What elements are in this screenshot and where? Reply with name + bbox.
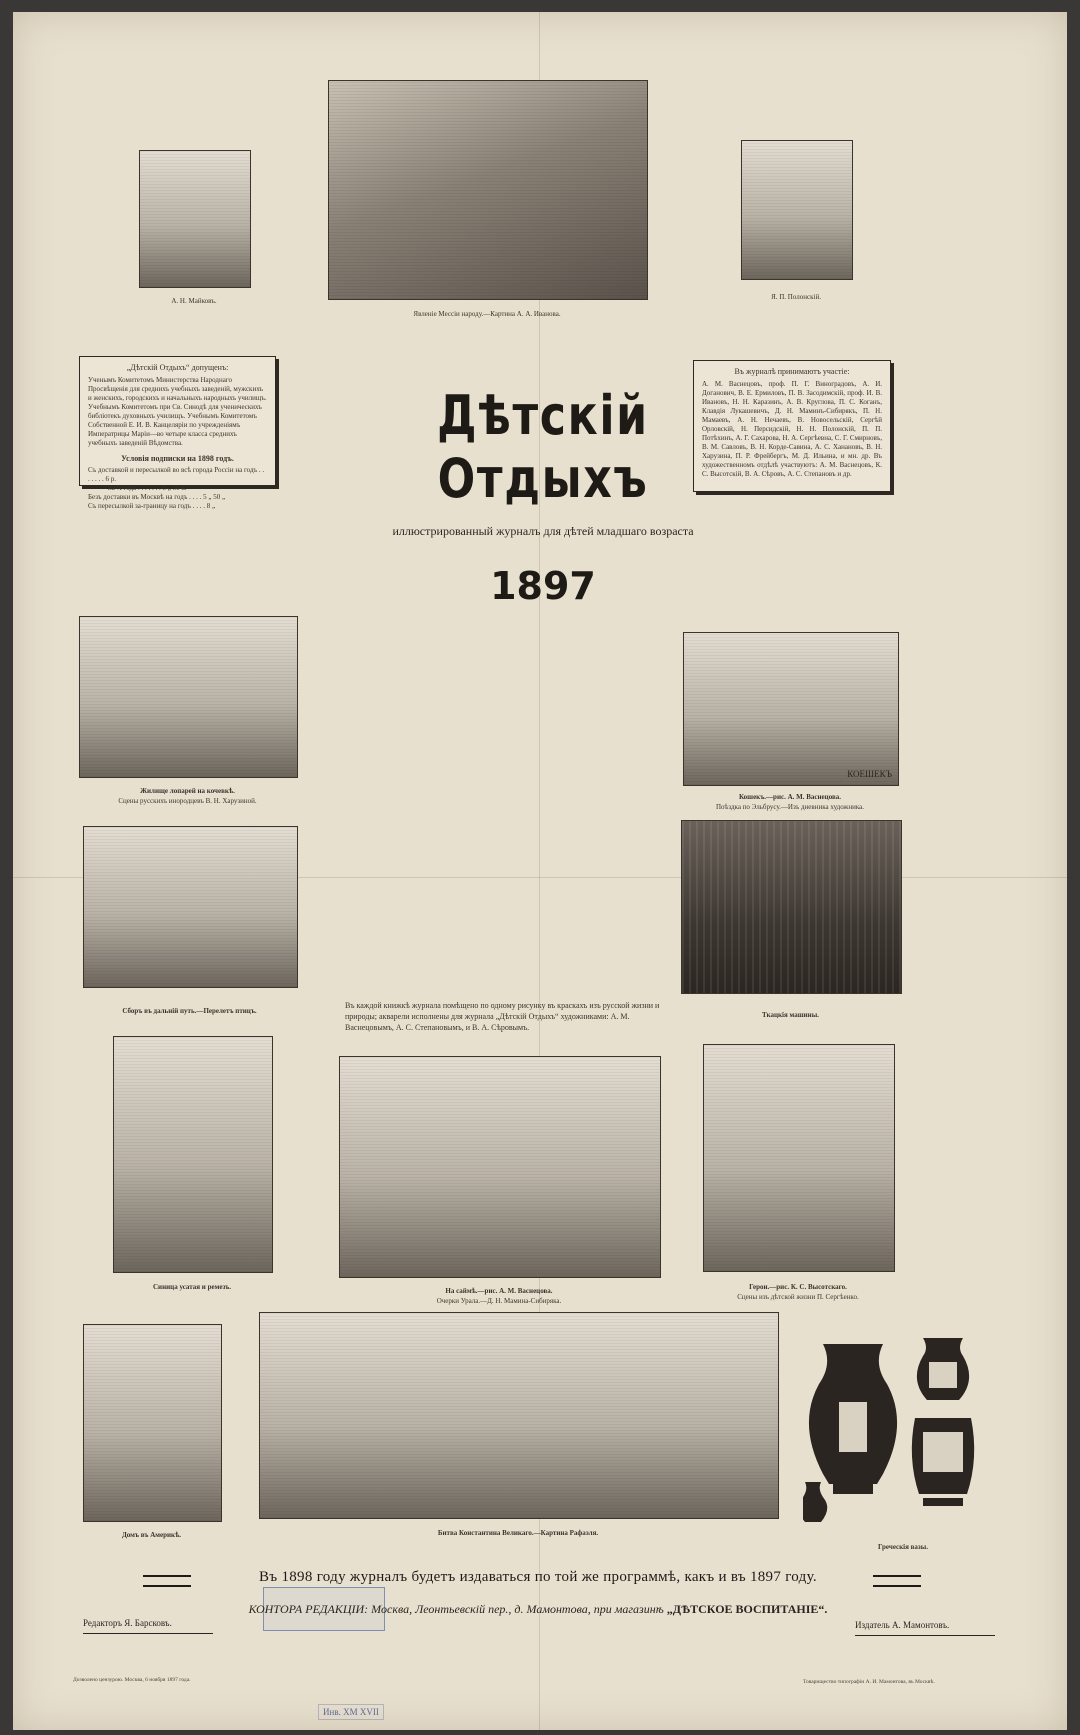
illustration-american-house <box>83 1324 222 1522</box>
caption-title: Синица усатая и ремезъ. <box>153 1283 231 1291</box>
portrait-left-caption: А. Н. Майковъ. <box>171 297 217 305</box>
censor-note: Дозволено цензурою. Москва, 6 ноября 1897 года. <box>73 1677 191 1683</box>
caption-sub: Очерки Урала.—Д. Н. Мамина-Сибиряка. <box>436 1297 562 1305</box>
caption-titmouse <box>103 1282 281 1292</box>
illustration-titmouse <box>113 1036 273 1273</box>
caption-sub: Поѣздка по Эльбрусу.—Изъ дневника художника. <box>715 803 865 811</box>
journal-subtitle: иллюстрированный журналъ для дѣтей младшаго возраста <box>392 524 694 538</box>
caption-sub: Сцены русскихъ инородцевъ В. Н. Харузиной. <box>118 797 257 805</box>
subscription-row: Безъ доставки въ Москвѣ на годъ . . . . 5 „ 50 „ <box>88 493 226 501</box>
admission-box <box>79 356 276 510</box>
painting-messiah <box>328 80 648 300</box>
contributors-heading: Въ журналѣ принимаютъ участіе: <box>734 367 850 376</box>
caption-title: Сборъ въ дальній путь.—Перелетъ птицъ. <box>122 1007 257 1015</box>
painting-messiah-caption: Явленіе Мессіи народу.—Картина А. А. Иванова. <box>413 310 561 318</box>
caption-battle-constantine <box>259 1528 777 1538</box>
caption-elbrus <box>683 792 897 812</box>
subscription-heading: Условія подписки на 1898 годъ. <box>121 454 234 463</box>
office-label: КОНТОРА РЕДАКЦІИ: <box>248 1602 369 1616</box>
caption-lake <box>339 1286 659 1306</box>
shelfmark-label: Инв. XM XVII <box>318 1704 384 1720</box>
illustration-birds-migration <box>83 826 298 988</box>
caption-greek-vases <box>803 1542 1003 1552</box>
caption-title: Жилище лопарей на кочевкѣ. <box>140 787 235 795</box>
journal-year: 1897 <box>490 564 596 608</box>
office-address: Москва, Леонтьевскій пер., д. Мамонтова, при магазинѣ <box>371 1602 664 1616</box>
caption-title: Домъ въ Америкѣ. <box>121 1531 182 1539</box>
publisher-name: Издатель А. Мамонтовъ. <box>855 1620 950 1630</box>
caption-title: Греческія вазы. <box>878 1543 928 1551</box>
announcement: Въ 1898 году журналъ будетъ издаваться по той же программѣ, какъ и въ 1897 году. <box>259 1569 817 1585</box>
caption-title: Битва Константина Великаго.—Картина Рафаэля. <box>437 1529 599 1537</box>
caption-title: На саймѣ.—рис. А. М. Васнецова. <box>445 1287 553 1295</box>
caption-heroes <box>693 1282 903 1302</box>
publisher-rule <box>855 1635 995 1636</box>
caption-weaving-machines <box>681 1010 900 1020</box>
illustration-heroes <box>703 1044 895 1272</box>
subscription-row: на ½ года . . . . . . . 3 „ 50 к. <box>108 484 187 492</box>
caption-title: Ткацкія машины. <box>762 1011 819 1019</box>
printer-note: Товарищество типографіи А. И. Мамонтова, въ Москвѣ. <box>803 1679 935 1685</box>
illustration-lapp-dwelling <box>79 616 298 778</box>
journal-title: Дѣтскій Отдыхъ <box>437 384 649 510</box>
admission-text: Ученымъ Комитетомъ Министерства Народнаго Просвѣщенія для среднихъ учебныхъ заведеній, мужскихъ и женскихъ, городскихъ и начальныхъ народныхъ училищъ. Учебнымъ Комитетомъ при Св. Синодѣ для ученическихъ библіотекъ духовныхъ училищъ. Учебнымъ Комитетомъ Собственной Е. И. В. Канцеляріи по учрежденіямъ Императрицы Маріи—во четыре класса среднихъ учебныхъ заведеній Вѣдомства. <box>88 376 267 447</box>
poster-sheet <box>13 12 1067 1730</box>
picture-signature: КОЕШЕКЪ <box>847 769 892 779</box>
caption-title: Кошекъ.—рис. А. М. Васнецова. <box>738 793 842 801</box>
greek-vases-icon <box>803 1332 1003 1532</box>
editor-name: Редакторъ Я. Барсковъ. <box>83 1618 172 1628</box>
illustration-lake <box>339 1056 661 1278</box>
portrait-polonsky <box>741 140 853 280</box>
subscription-row: Съ пересылкой за-границу на годъ . . . . 8 „ <box>88 502 216 510</box>
greek-vases-illustration <box>803 1332 1003 1532</box>
center-note: Въ каждой книжкѣ журнала помѣщено по одному рисунку въ краскахъ изъ русской жизни и природы; акварели исполнены для журнала „Дѣтскій Отдыхъ“ художниками: А. М. Васнецовымъ, А. С. Степановымъ, и В. А. Сѣровымъ. <box>345 1001 660 1032</box>
illustration-battle-constantine <box>259 1312 779 1519</box>
admission-heading: „Дѣтскій Отдыхъ“ допущенъ: <box>126 363 229 372</box>
illustration-elbrus <box>683 632 899 786</box>
editor-rule <box>83 1633 213 1634</box>
caption-american-house <box>73 1530 230 1540</box>
left-double-rule <box>143 1575 191 1587</box>
illustration-weaving-machines <box>681 820 902 994</box>
caption-title: Герои.—рис. К. С. Высотскаго. <box>749 1283 847 1291</box>
caption-lapp-dwelling <box>79 786 296 806</box>
right-double-rule <box>873 1575 921 1587</box>
caption-birds-migration <box>83 1006 296 1016</box>
office-shop: „ДѢТСКОЕ ВОСПИТАНІЕ“. <box>666 1602 828 1616</box>
office-line <box>218 1602 858 1617</box>
contributors-text: А. М. Васнецовъ, проф. П. Г. Виноградовъ, А. И. Доганович, В. Е. Ермиловъ, П. В. Засодимскій, проф. И. В. Ивановъ, Н. Н. Каразинъ, А. В. Круглова, П. С. Коганъ, Клавдія Лукашевичъ, Д. Н. Маминъ-Сибирякъ, П. Н. Мамаевъ, А. Н. Нечаевъ, В. Новосельскій, Сергѣй Орловскій, Н. Персидскій, Н. Н. Полонскій, П. П. Потѣхинъ, А. Г. Сахарова, Н. А. Сергѣевна, С. Г. Смирновъ, В. М. Савловъ, В. Н. Корде-Савина, А. С. Ханановъ, В. Н. Харузина, П. Р. Фрейбергъ, М. Д. Ильина, и мн. др. Въ художественномъ отдѣлѣ участвуютъ: А. М. Васнецовъ, К. С. Высотскій, В. А. Сѣровъ, А. С. Степановъ и др. <box>702 380 882 478</box>
caption-sub: Сцены изъ дѣтской жизни П. Сергѣенко. <box>737 1293 859 1301</box>
portrait-right-caption: Я. П. Полонскій. <box>771 293 821 301</box>
subscription-row: Съ доставкой и пересылкой во всѣ города Россіи на годъ . . . . . . . 6 р. <box>88 466 265 483</box>
portrait-maikov <box>139 150 251 288</box>
contributors-box <box>693 360 891 492</box>
